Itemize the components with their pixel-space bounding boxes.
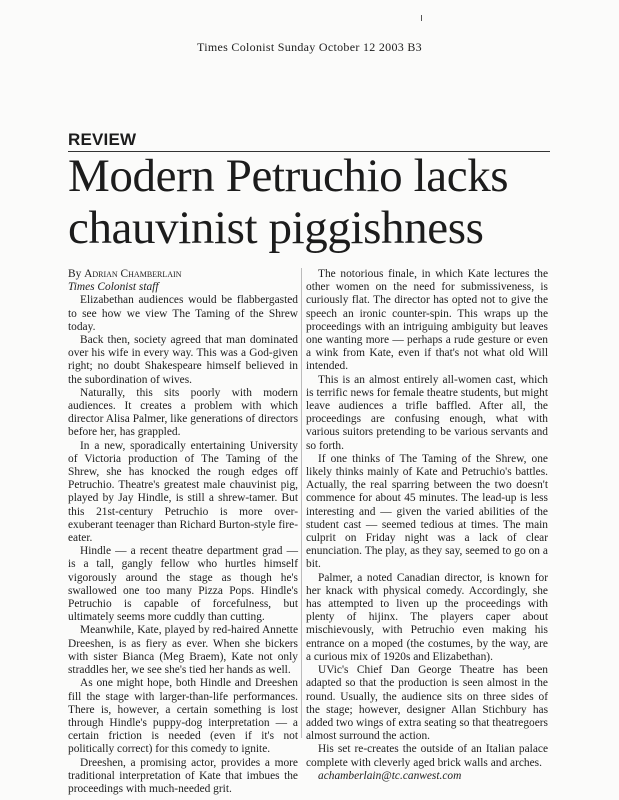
article-column-left <box>68 268 298 796</box>
paragraph: Hindle — a recent theatre department grad — is a tall, gangly fellow who hurtles himself vigorously around the stage as though he's swallowed one too many Pizza Pops. Hindle's Petruchio is capable of forcefulness, but ultimately seems more cuddly than cutting. <box>68 545 298 624</box>
author-email: achamberlain@tc.canwest.com <box>318 769 462 782</box>
paragraph: Meanwhile, Kate, played by red-haired Annette Dreeshen, is as fiery as ever. When she bickers with sister Bianca (Meg Braem), Kate not only straddles her, we see she's tied her hands as well. <box>68 624 298 677</box>
column-divider <box>301 268 302 738</box>
paragraph: Dreeshen, a promising actor, provides a more traditional interpretation of Kate that imbues the proceedings with much-needed grit. <box>68 756 298 795</box>
paragraph: This is an almost entirely all-women cast, which is terrific news for female theatre students, but might leave audiences a trifle baffled. After all, the proceedings are confusing enough, what with various suitors pretending to be various servants and so forth. <box>306 373 548 452</box>
byline-affiliation: Times Colonist staff <box>68 281 159 294</box>
paragraph: Back then, society agreed that man dominated over his wife in every way. This was a God-given right; no doubt Shakespeare himself believed in the subordination of wives. <box>68 334 298 386</box>
paragraph: If one thinks of The Taming of the Shrew, one likely thinks mainly of Kate and Petruchio's battles. Actually, the real sparring between the two doesn't commence for about 45 minutes. The lead-up is less interesting and — given the varied abilities of the student cast — seemed tedious at times. The main culprit on Friday night was a lack of clear enunciation. The play, as they say, seemed to go on a bit. <box>306 452 548 571</box>
paragraph: Naturally, this sits poorly with modern audiences. It creates a problem with which director Alisa Palmer, like generations of directors before her, has grappled. <box>68 386 298 439</box>
paragraph: UVic's Chief Dan George Theatre has been adapted so that the production is seen almost in the round. Usually, the audience sits on three sides of the stage; however, designer Allan Stichbury has added two wings of extra seating so that theatregoers almost surround the action. <box>306 664 548 743</box>
article-column-right <box>306 268 548 783</box>
paragraph: In a new, sporadically entertaining University of Victoria production of The Taming of the Shrew, she has knocked the rough edges off Petruchio. Theatre's greatest male chauvinist pig, played by Jay Hindle, is still a shrew-tamer. But this 21st-century Petruchio is more over-exuberant teenager than Richard Burton-style fire-eater. <box>68 439 298 545</box>
paragraph: Palmer, a noted Canadian director, is known for her knack with physical comedy. Accordingly, she has attempted to liven up the proceedings with plenty of hijinx. The players caper about mischievously, with Petruchio even making his entrance on a moped (the costumes, by the way, are a curious mix of 1920s and Elizabethan). <box>306 571 548 663</box>
byline-author: Adrian Chamberlain <box>84 268 182 280</box>
scan-mark <box>421 15 422 21</box>
dateline: Times Colonist Sunday October 12 2003 B3 <box>197 40 422 54</box>
paragraph: His set re-creates the outside of an Italian palace complete with cleverly aged brick walls and arches. <box>306 743 548 769</box>
byline <box>68 268 298 281</box>
paragraph: As one might hope, both Hindle and Dreeshen fill the stage with larger-than-life performances. There is, however, a certain something is lost through Hindle's puppy-dog interpretation — a certain friction is needed (even if it's not politically correct) for this comedy to ignite. <box>68 677 298 756</box>
review-kicker: REVIEW <box>68 130 137 149</box>
paragraph: Elizabethan audiences would be flabbergasted to see how we view The Taming of the Shrew today. <box>68 294 298 333</box>
headline: Modern Petruchio lacks chauvinist piggishness <box>68 150 509 254</box>
byline-prefix: By <box>68 268 82 280</box>
paragraph: The notorious finale, in which Kate lectures the other women on the need for submissiveness, is curiously flat. The director has opted not to give the speech an ironic counter-spin. This wraps up the proceedings with an intriguing ambiguity but leaves one wanting more — perhaps a rude gesture or even a wink from Kate, even if that's not what old Will intended. <box>306 268 548 373</box>
